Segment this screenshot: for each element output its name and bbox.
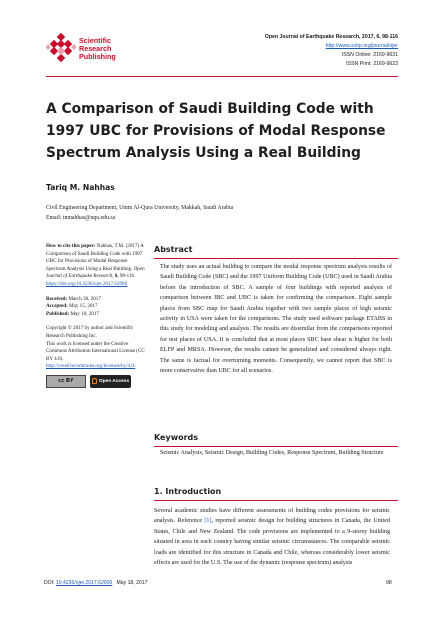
copyright-text: Copyright © 2017 by author and Scientific Research Publishing Inc. — [46, 325, 134, 339]
received-date: March 30, 2017 — [68, 295, 101, 302]
journal-info — [265, 33, 398, 69]
article-sidebar — [46, 243, 146, 388]
accepted-label: Accepted: — [46, 303, 68, 310]
introduction-text-part2: , reported seismic design for building structures in Canada, the United States, Chile and New Zealand. The code provisions are implemented to a 9-storey building situated in area in each country having similar seismic circumstances. The comparable seismic loads are identified for this structure in Canada and Chile, whereas considerably lower seismic effects are used for the U.S. The use of the dynamic (response spectrum) analysis — [154, 518, 390, 567]
how-to-cite — [46, 243, 146, 289]
page-footer — [44, 580, 147, 586]
introduction-text — [154, 506, 390, 568]
publisher-name-line2: Research — [79, 44, 112, 54]
abstract-heading: Abstract — [154, 245, 193, 254]
publisher-name-line1: Scientific — [79, 36, 111, 45]
reference-link[interactable]: [1] — [204, 518, 212, 525]
page-number: 98 — [386, 580, 392, 586]
abstract-text: The study uses an actual building to compare the modal response spectrum analysis results of Saudi Building Code (SBC) and the 1997 Uniform Building Code (UBC) used in Saudi Arabia before the introduction of SBC. A sample of four buildings with reported analysis of comparison between IBC and UBC is taken for confirming the comparison. Eight sample places from SBC map for Saudi Arabia together with two sample places of high seismic activity in USA were taken for the comparisons. The study used software package ETABS in this study for modeling and analysis. The results are dissimilar from the comparisons reported for test places of USA. It is concluded that at most places SBC base shear is higher for both ELFP and MRSA. However, the results cannot be generalized and considered always right. The same is factual for overturning moments. Consequently, we cannot report that SBC is more conservative than UBC for all scenarios. — [160, 264, 392, 375]
published-date: May 18, 2017 — [70, 310, 99, 317]
author-affiliation-block — [46, 203, 233, 223]
issn-print: ISSN Print: 2169-9623 — [346, 61, 398, 67]
how-to-cite-text: Nahhas, T.M. (2017) A Comparison of Saudi Building Code with 1997 UBC for Provisions of Modal Response Spectrum Analysis Using a Real Building. — [46, 243, 144, 272]
how-to-cite-label: How to cite this paper: — [46, 243, 96, 249]
introduction-divider — [154, 500, 398, 501]
article-title: A Comparison of Saudi Building Code with 1997 UBC for Provisions of Modal Response Spectrum Analysis Using a Real Building — [46, 101, 386, 161]
journal-url-link[interactable]: http://www.scirp.org/journal/ojer — [325, 43, 398, 49]
article-dates — [46, 296, 146, 319]
how-to-cite-pages: 98-116. — [119, 273, 136, 280]
how-to-cite-journal: Open Journal of Earthquake Research, — [46, 265, 145, 280]
copyright-notice — [46, 325, 146, 371]
publisher-logo-mark — [46, 33, 76, 63]
author-name: Tariq M. Nahhas — [46, 183, 115, 192]
introduction-text-part1: Several academic studies have different assessments of building codes provisions for seismic analysis. Reference — [154, 508, 390, 525]
license-text: This work is licensed under the Creative Commons Attribution International License (CC BY 4.0). — [46, 340, 145, 362]
open-lock-icon — [92, 378, 97, 384]
footer-doi-label: DOI: — [44, 580, 55, 586]
footer-date: May 18, 2017 — [116, 580, 148, 586]
cc-by-badge[interactable]: cc BY — [46, 375, 86, 388]
footer-doi-link[interactable]: 10.4236/ojer.2017.62006 — [55, 580, 113, 586]
journal-citation: Open Journal of Earthquake Research, 2017, 6, 98-116 — [264, 34, 398, 40]
open-access-label: Open Access — [98, 378, 130, 384]
how-to-cite-doi-link[interactable]: https://doi.org/10.4236/ojer.2017.62006 — [46, 280, 128, 287]
author-affiliation: Civil Engineering Department, Umm Al-Qura University, Makkah, Saudi Arabia — [46, 205, 234, 211]
header-divider — [46, 76, 398, 77]
license-badges — [46, 375, 146, 388]
keywords-text: Seismic Analysis, Seismic Design, Building Codes, Response Spectrum, Building Structure — [160, 450, 384, 456]
author-email: Email: tmnahhas@uqu.edu.sa — [46, 215, 116, 221]
license-link[interactable]: http://creativecommons.org/licenses/by/4.0/ — [46, 363, 136, 370]
how-to-cite-volume: 6, — [114, 273, 119, 280]
publisher-name — [79, 37, 116, 62]
publisher-logo — [46, 33, 162, 65]
open-access-badge[interactable] — [90, 375, 131, 388]
publisher-name-line3: Publishing — [79, 52, 116, 62]
accepted-date: May 15, 2017 — [69, 303, 98, 310]
keywords-divider — [154, 446, 398, 447]
keywords-heading: Keywords — [154, 433, 199, 442]
published-label: Published: — [46, 310, 70, 317]
abstract-divider — [154, 258, 398, 259]
issn-online: ISSN Online: 2169-9631 — [341, 52, 398, 58]
introduction-heading: 1. Introduction — [154, 487, 222, 496]
received-label: Received: — [46, 295, 68, 302]
